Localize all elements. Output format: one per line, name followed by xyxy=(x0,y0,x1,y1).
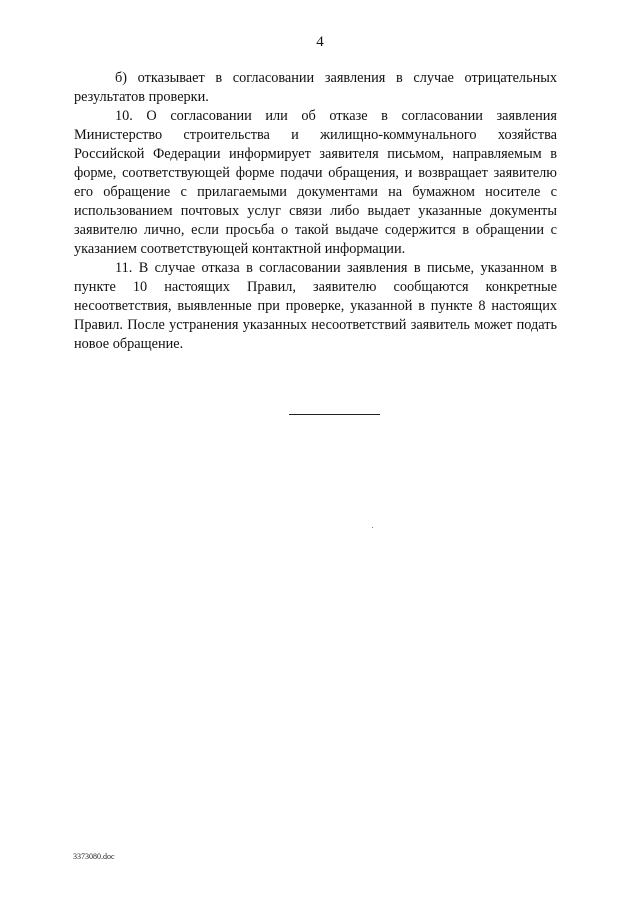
page-number: 4 xyxy=(316,34,324,50)
end-separator-line xyxy=(289,414,380,415)
footer-file-code: 3373080.doc xyxy=(73,852,115,861)
paragraph-clause-11: 11. В случае отказа в согласовании заявления в письме, указанном в пункте 10 настоящих Правил, заявителю сообщаются конкретные несоответствия, выявленные при проверке, указанной в пункте 8 настоящих Правил. После устранения указанных несоответствий заявитель может подать новое обращение. xyxy=(74,260,557,352)
document-body xyxy=(74,69,557,354)
paragraph-item-b: б) отказывает в согласовании заявления в случае отрицательных результатов проверки. xyxy=(74,70,557,105)
scan-speck xyxy=(372,527,373,528)
paragraph-clause-10: 10. О согласовании или об отказе в согласовании заявления Министерство строительства и жилищно-коммунального хозяйства Российской Федерации информирует заявителя письмом, направляемым в форме, соответствующей форме подачи обращения, и возвращает заявителю его обращение с прилагаемыми документами на бумажном носителе с использованием почтовых услуг связи либо выдает указанные документы заявителю лично, если просьба о такой выдаче содержится в обращении с указанием соответствующей контактной информации. xyxy=(74,108,557,257)
